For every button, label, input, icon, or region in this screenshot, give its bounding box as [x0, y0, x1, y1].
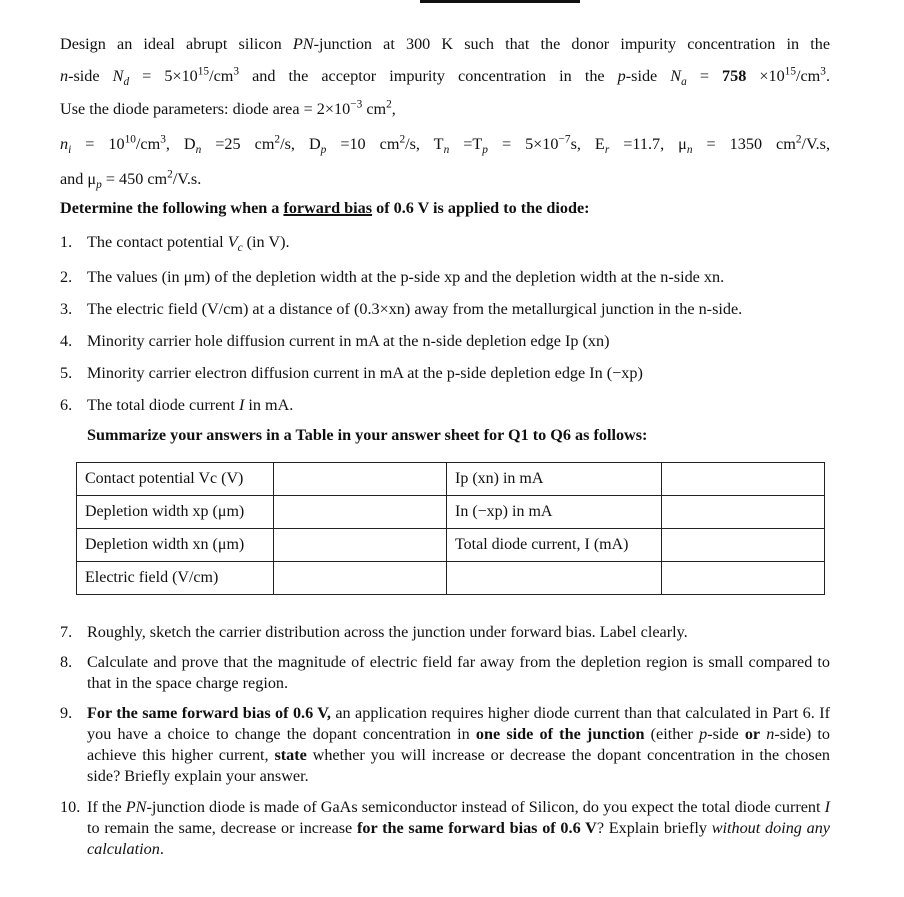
table-row: [77, 463, 825, 496]
table-cell: Electric field (V/cm): [77, 562, 274, 595]
determine-heading: Determine the following when a forward bias of 0.6 V is applied to the diode:: [60, 199, 590, 217]
table-cell-blank: [274, 496, 447, 529]
table-cell: In (−xp) in mA: [447, 496, 662, 529]
table-row: [77, 562, 825, 595]
table-cell: Total diode current, I (mA): [447, 529, 662, 562]
table-cell: Contact potential Vc (V): [77, 463, 274, 496]
top-rule: [420, 0, 580, 3]
table-row: [77, 529, 825, 562]
table-cell-blank: [662, 529, 825, 562]
table-row: [77, 496, 825, 529]
question-8: 8. Calculate and prove that the magnitude of electric field far away from the depletion region is small compared to that in the space charge region.: [60, 653, 830, 692]
intro-line-3: Use the diode parameters: diode area = $2\times 10^{-3}$ $cm^2$,: [60, 98, 396, 118]
intro-line-2: n-side $N_d = 5\times 10^{15}/cm^3$ and the acceptor impurity concentration in the p-side $N_a = 758 \times 10^{15}/cm^3$.: [60, 65, 830, 89]
table-cell: [447, 562, 662, 595]
table-cell-blank: [274, 562, 447, 595]
intro-line-1: Design an ideal abrupt silicon PN-junction at 300 K such that the donor impurity concentration in the: [60, 35, 831, 53]
table-cell-blank: [662, 463, 825, 496]
table-cell: Depletion width xp (μm): [77, 496, 274, 529]
table-cell: Depletion width xn (μm): [77, 529, 274, 562]
answer-table: [76, 462, 825, 595]
table-cell-blank: [274, 529, 447, 562]
summarize-instruction: Summarize your answers in a Table in your answer sheet for Q1 to Q6 as follows:: [87, 426, 648, 444]
question-10: 10. If the PN-junction diode is made of GaAs semiconductor instead of Silicon, do you expect the total diode current I to remain the same, decrease or increase for the same forward bias of 0.6 V? Explain briefly without doing any calculation.: [60, 798, 830, 858]
table-cell-blank: [662, 562, 825, 595]
table-cell-blank: [662, 496, 825, 529]
intro-line-5: and $\mu_p = 450$ $cm^2/V.s$.: [60, 168, 202, 192]
table-cell: Ip (xn) in mA: [447, 463, 662, 496]
question-9: 9. For the same forward bias of 0.6 V, an application requires higher diode current than that calculated in Part 6. If you have a choice to change the dopant concentration in one side of the junction (either p-side or n-side) to achieve this higher current, state whether you will increase or decrease the dopant concentration in the chosen side? Briefly explain your answer.: [60, 704, 831, 785]
table-cell-blank: [274, 463, 447, 496]
acceptor-value: 758: [722, 67, 747, 85]
intro-line-4: $n_i = 10^{10}/cm^3$, $D_n =25$ $cm^2/s$, $D_p =10$ $cm^2/s$, $T_n =T_p = 5\times 10^{-7}s$, $E_r =11.7$, $\mu_n = 1350$ $cm^2/V.s$,: [60, 133, 830, 157]
